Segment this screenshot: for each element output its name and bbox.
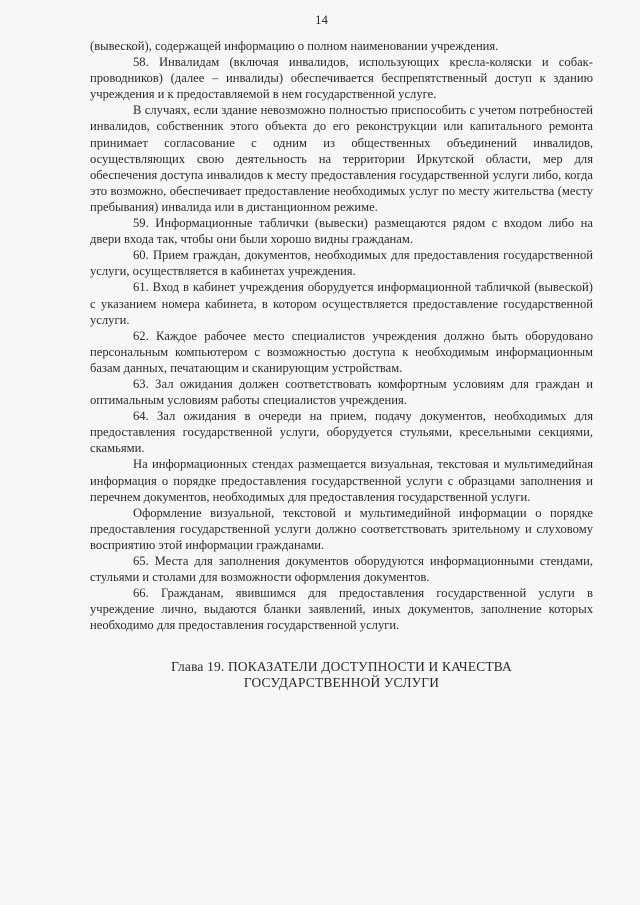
paragraph: 63. Зал ожидания должен соответствовать комфортным условиям для граждан и оптимальным условиям работы специалистов учреждения.: [90, 376, 593, 408]
paragraph: 66. Гражданам, явившимся для предоставления государственной услуги в учреждение лично, выдаются бланки заявлений, иных документов, заполнение которых необходимо для предоставления государственной услуги.: [90, 586, 593, 633]
chapter-title: [90, 659, 593, 691]
paragraph: 59. Информационные таблички (вывески) размещаются рядом с входом либо на двери входа так, чтобы они были хорошо видны гражданам.: [90, 216, 593, 247]
page-number: 14: [315, 12, 328, 27]
paragraph: 65. Места для заполнения документов оборудуются информационными стендами, стульями и столами для возможности оформления документов.: [90, 554, 593, 585]
paragraph: (вывеской), содержащей информацию о полном наименовании учреждения.: [90, 39, 499, 53]
paragraph: 58. Инвалидам (включая инвалидов, использующих кресла-коляски и собак-проводников) (далее – инвалиды) обеспечивается беспрепятственный доступ к зданию учреждения и к предоставляемой в нем государственной услуге.: [90, 55, 593, 102]
paragraph: 62. Каждое рабочее место специалистов учреждения должно быть оборудовано персональным компьютером с возможностью доступа к необходимым информационным базам данных, печатающим и сканирующим устройствам.: [90, 328, 593, 375]
paragraph: 60. Прием граждан, документов, необходимых для предоставления государственной услуги, осуществляется в кабинетах учреждения.: [90, 248, 593, 279]
paragraph: 64. Зал ожидания в очереди на прием, подачу документов, необходимых для предоставления государственной услуги, оборудуется стульями, кресельными секциями, скамьями.: [90, 409, 593, 456]
paragraph: 61. Вход в кабинет учреждения оборудуется информационной табличкой (вывеской) с указанием номера кабинета, в котором осуществляется предоставление государственной услуги.: [90, 280, 593, 327]
paragraph: На информационных стендах размещается визуальная, текстовая и мультимедийная информация о порядке предоставления государственной услуги с образцами заполнения и перечнем документов, необходимых для предоставления государственной услуги.: [90, 457, 593, 504]
paragraph: В случаях, если здание невозможно полностью приспособить с учетом потребностей инвалидов, собственник этого объекта до его реконструкции или капитального ремонта принимает согласование с одним из общественных объединений инвалидов, осуществляющих свою деятельность на территории Иркутской области, мер для обеспечения доступа инвалидов к месту предоставления государственной услуги либо, когда это возможно, обеспечивает предоставление необходимых услуг по месту жительства (месту пребывания) инвалида или в дистанционном режиме.: [90, 103, 593, 214]
chapter-title-line: Глава 19. ПОКАЗАТЕЛИ ДОСТУПНОСТИ И КАЧЕСТВА: [171, 659, 512, 675]
chapter-title-line: ГОСУДАРСТВЕННОЙ УСЛУГИ: [243, 675, 440, 691]
paragraph: Оформление визуальной, текстовой и мультимедийной информации о порядке предоставления государственной услуги должно соответствовать зрительному и слуховому восприятию этой информации гражданами.: [90, 505, 593, 552]
